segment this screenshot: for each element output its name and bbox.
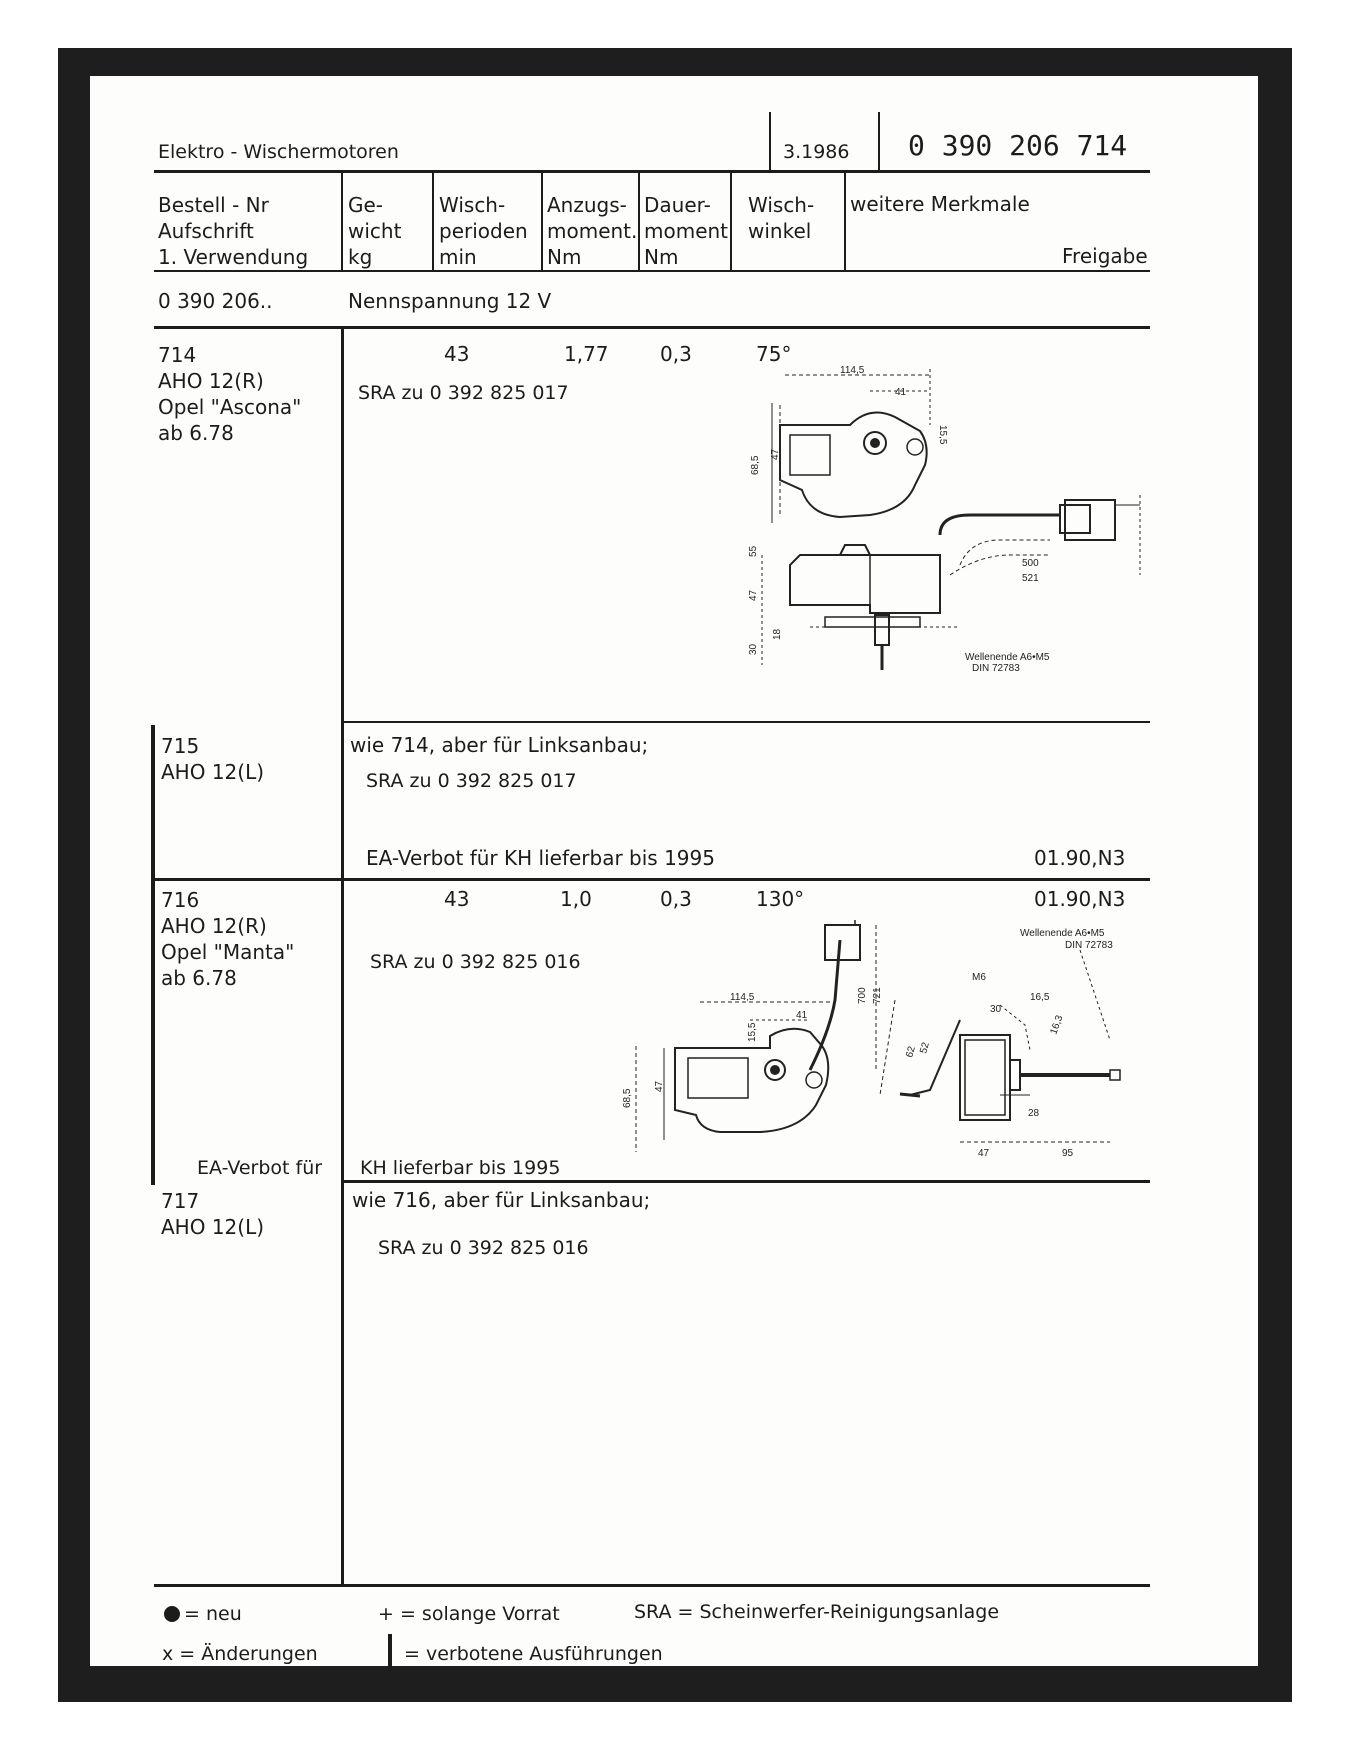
table-bottom-rule xyxy=(154,1584,1150,1587)
dim-55: 55 xyxy=(748,545,759,557)
row-716-wischperioden: 43 xyxy=(444,887,470,911)
row-714-anzugsmoment: 1,77 xyxy=(564,342,609,366)
drawing-1-shaft: Wellenende A6•M5 xyxy=(965,652,1050,663)
dim2-163: 16,3 xyxy=(1048,1013,1066,1037)
row-715-note: wie 714, aber für Linksanbau; xyxy=(350,733,649,757)
row-715-label: 715 AHO 12(L) xyxy=(161,734,265,784)
legend-neu: = neu xyxy=(184,1603,242,1625)
dim-155: 15,5 xyxy=(937,425,948,445)
dim-521: 521 xyxy=(1022,573,1039,584)
document-number: 0 390 206 714 xyxy=(908,129,1128,162)
dim2-721: 721 xyxy=(872,987,883,1004)
dim2-47: 47 xyxy=(654,1080,665,1092)
row-717-label: 717 AHO 12(L) xyxy=(161,1189,265,1239)
col-divider xyxy=(341,172,343,270)
col-dauermoment: Dauer- moment Nm xyxy=(644,193,729,269)
row-717-sra: SRA zu 0 392 825 016 xyxy=(378,1237,589,1259)
series-prefix: 0 390 206.. xyxy=(158,289,273,313)
row-717-note: wie 716, aber für Linksanbau; xyxy=(352,1188,651,1212)
document-sheet xyxy=(90,76,1258,1666)
dim2-m6: M6 xyxy=(972,972,986,983)
dim-47: 47 xyxy=(770,448,781,460)
row-716-ea-right: KH lieferbar bis 1995 xyxy=(360,1157,561,1179)
dim2-52: 52 xyxy=(918,1041,932,1055)
legend-vorrat: + = solange Vorrat xyxy=(378,1603,560,1625)
dim-500: 500 xyxy=(1022,558,1039,569)
dim2-685: 68,5 xyxy=(622,1088,633,1108)
col-header-rule xyxy=(154,270,1150,272)
row-716-freigabe: 01.90,N3 xyxy=(1034,887,1126,911)
col-wischwinkel: Wisch- winkel xyxy=(748,193,815,243)
row-716-wischwinkel: 130° xyxy=(756,887,805,911)
dim2-47b: 47 xyxy=(978,1148,990,1159)
col-divider xyxy=(638,172,640,270)
dim2-30: 30 xyxy=(990,1004,1002,1015)
row-715-rule xyxy=(154,878,1150,881)
row-716-anzugsmoment: 1,0 xyxy=(560,887,592,911)
document-date: 3.1986 xyxy=(783,141,850,163)
dim2-155: 15,5 xyxy=(747,1022,758,1042)
col-divider xyxy=(730,172,732,270)
col-anzugsmoment: Anzugs- moment. Nm xyxy=(547,193,638,269)
document-title: Elektro - Wischermotoren xyxy=(158,141,399,163)
dim2-165: 16,5 xyxy=(1030,992,1050,1003)
row-714-label: 714 AHO 12(R) Opel "Ascona" ab 6.78 xyxy=(158,343,302,445)
row-716-ea-left: EA-Verbot für xyxy=(197,1157,323,1179)
row-716-label: 716 AHO 12(R) Opel "Manta" ab 6.78 xyxy=(161,888,295,990)
col-merkmale: weitere Merkmale xyxy=(850,192,1030,216)
drawing-716 xyxy=(600,920,1145,1182)
col-gewicht: Ge- wicht kg xyxy=(348,193,402,269)
header-rule xyxy=(154,170,1150,173)
col-divider xyxy=(541,172,543,270)
legend-verboten: = verbotene Ausführungen xyxy=(404,1643,663,1665)
new-bullet-icon xyxy=(164,1606,180,1622)
drawing-2-shaft: Wellenende A6•M5 xyxy=(1020,928,1105,939)
row-716-dauermoment: 0,3 xyxy=(660,887,692,911)
dim-41: 41 xyxy=(895,387,907,398)
row-715-ea: EA-Verbot für KH lieferbar bis 1995 xyxy=(366,846,715,870)
dim2-41: 41 xyxy=(796,1010,808,1021)
row-716-sra: SRA zu 0 392 825 016 xyxy=(370,951,581,973)
header-divider xyxy=(878,112,880,172)
col-divider xyxy=(432,172,434,270)
row-715-sra: SRA zu 0 392 825 017 xyxy=(366,770,577,792)
legend-sra: SRA = Scheinwerfer-Reinigungsanlage xyxy=(634,1601,1000,1623)
row-714-wischperioden: 43 xyxy=(444,342,470,366)
dim-1145: 114,5 xyxy=(840,365,865,376)
drawing-1-din: DIN 72783 xyxy=(972,663,1020,674)
dim-47b: 47 xyxy=(748,589,759,601)
col-wischperioden: Wisch- perioden min xyxy=(439,193,528,269)
col-freigabe: Freigabe xyxy=(1062,244,1148,268)
prohibited-bar-icon xyxy=(388,1634,392,1672)
drawing-2-din: DIN 72783 xyxy=(1065,940,1113,951)
dim2-62: 62 xyxy=(904,1045,918,1059)
dim-685: 68,5 xyxy=(750,455,761,475)
dim2-1145: 114,5 xyxy=(730,992,755,1003)
drawing-714 xyxy=(720,365,1160,685)
dim2-28: 28 xyxy=(1028,1108,1040,1119)
series-voltage: Nennspannung 12 V xyxy=(348,289,552,313)
dim2-95: 95 xyxy=(1062,1148,1074,1159)
row-716-rule xyxy=(341,1180,1150,1183)
legend-aenderungen: x = Änderungen xyxy=(162,1643,318,1665)
row-714-sra: SRA zu 0 392 825 017 xyxy=(358,382,569,404)
col-divider xyxy=(844,172,846,270)
row-714-dauermoment: 0,3 xyxy=(660,342,692,366)
series-rule xyxy=(154,326,1150,329)
dim2-700: 700 xyxy=(857,987,868,1004)
change-bar-prohibited xyxy=(151,725,155,1185)
dim-18: 18 xyxy=(772,628,783,640)
row-714-rule xyxy=(341,721,1150,723)
dim-30: 30 xyxy=(748,643,759,655)
row-715-freigabe: 01.90,N3 xyxy=(1034,846,1126,870)
row-714-wischwinkel: 75° xyxy=(756,342,792,366)
col-bestell: Bestell - Nr Aufschrift 1. Verwendung xyxy=(158,193,309,269)
header-divider xyxy=(769,112,771,172)
main-column-divider xyxy=(341,326,344,1584)
